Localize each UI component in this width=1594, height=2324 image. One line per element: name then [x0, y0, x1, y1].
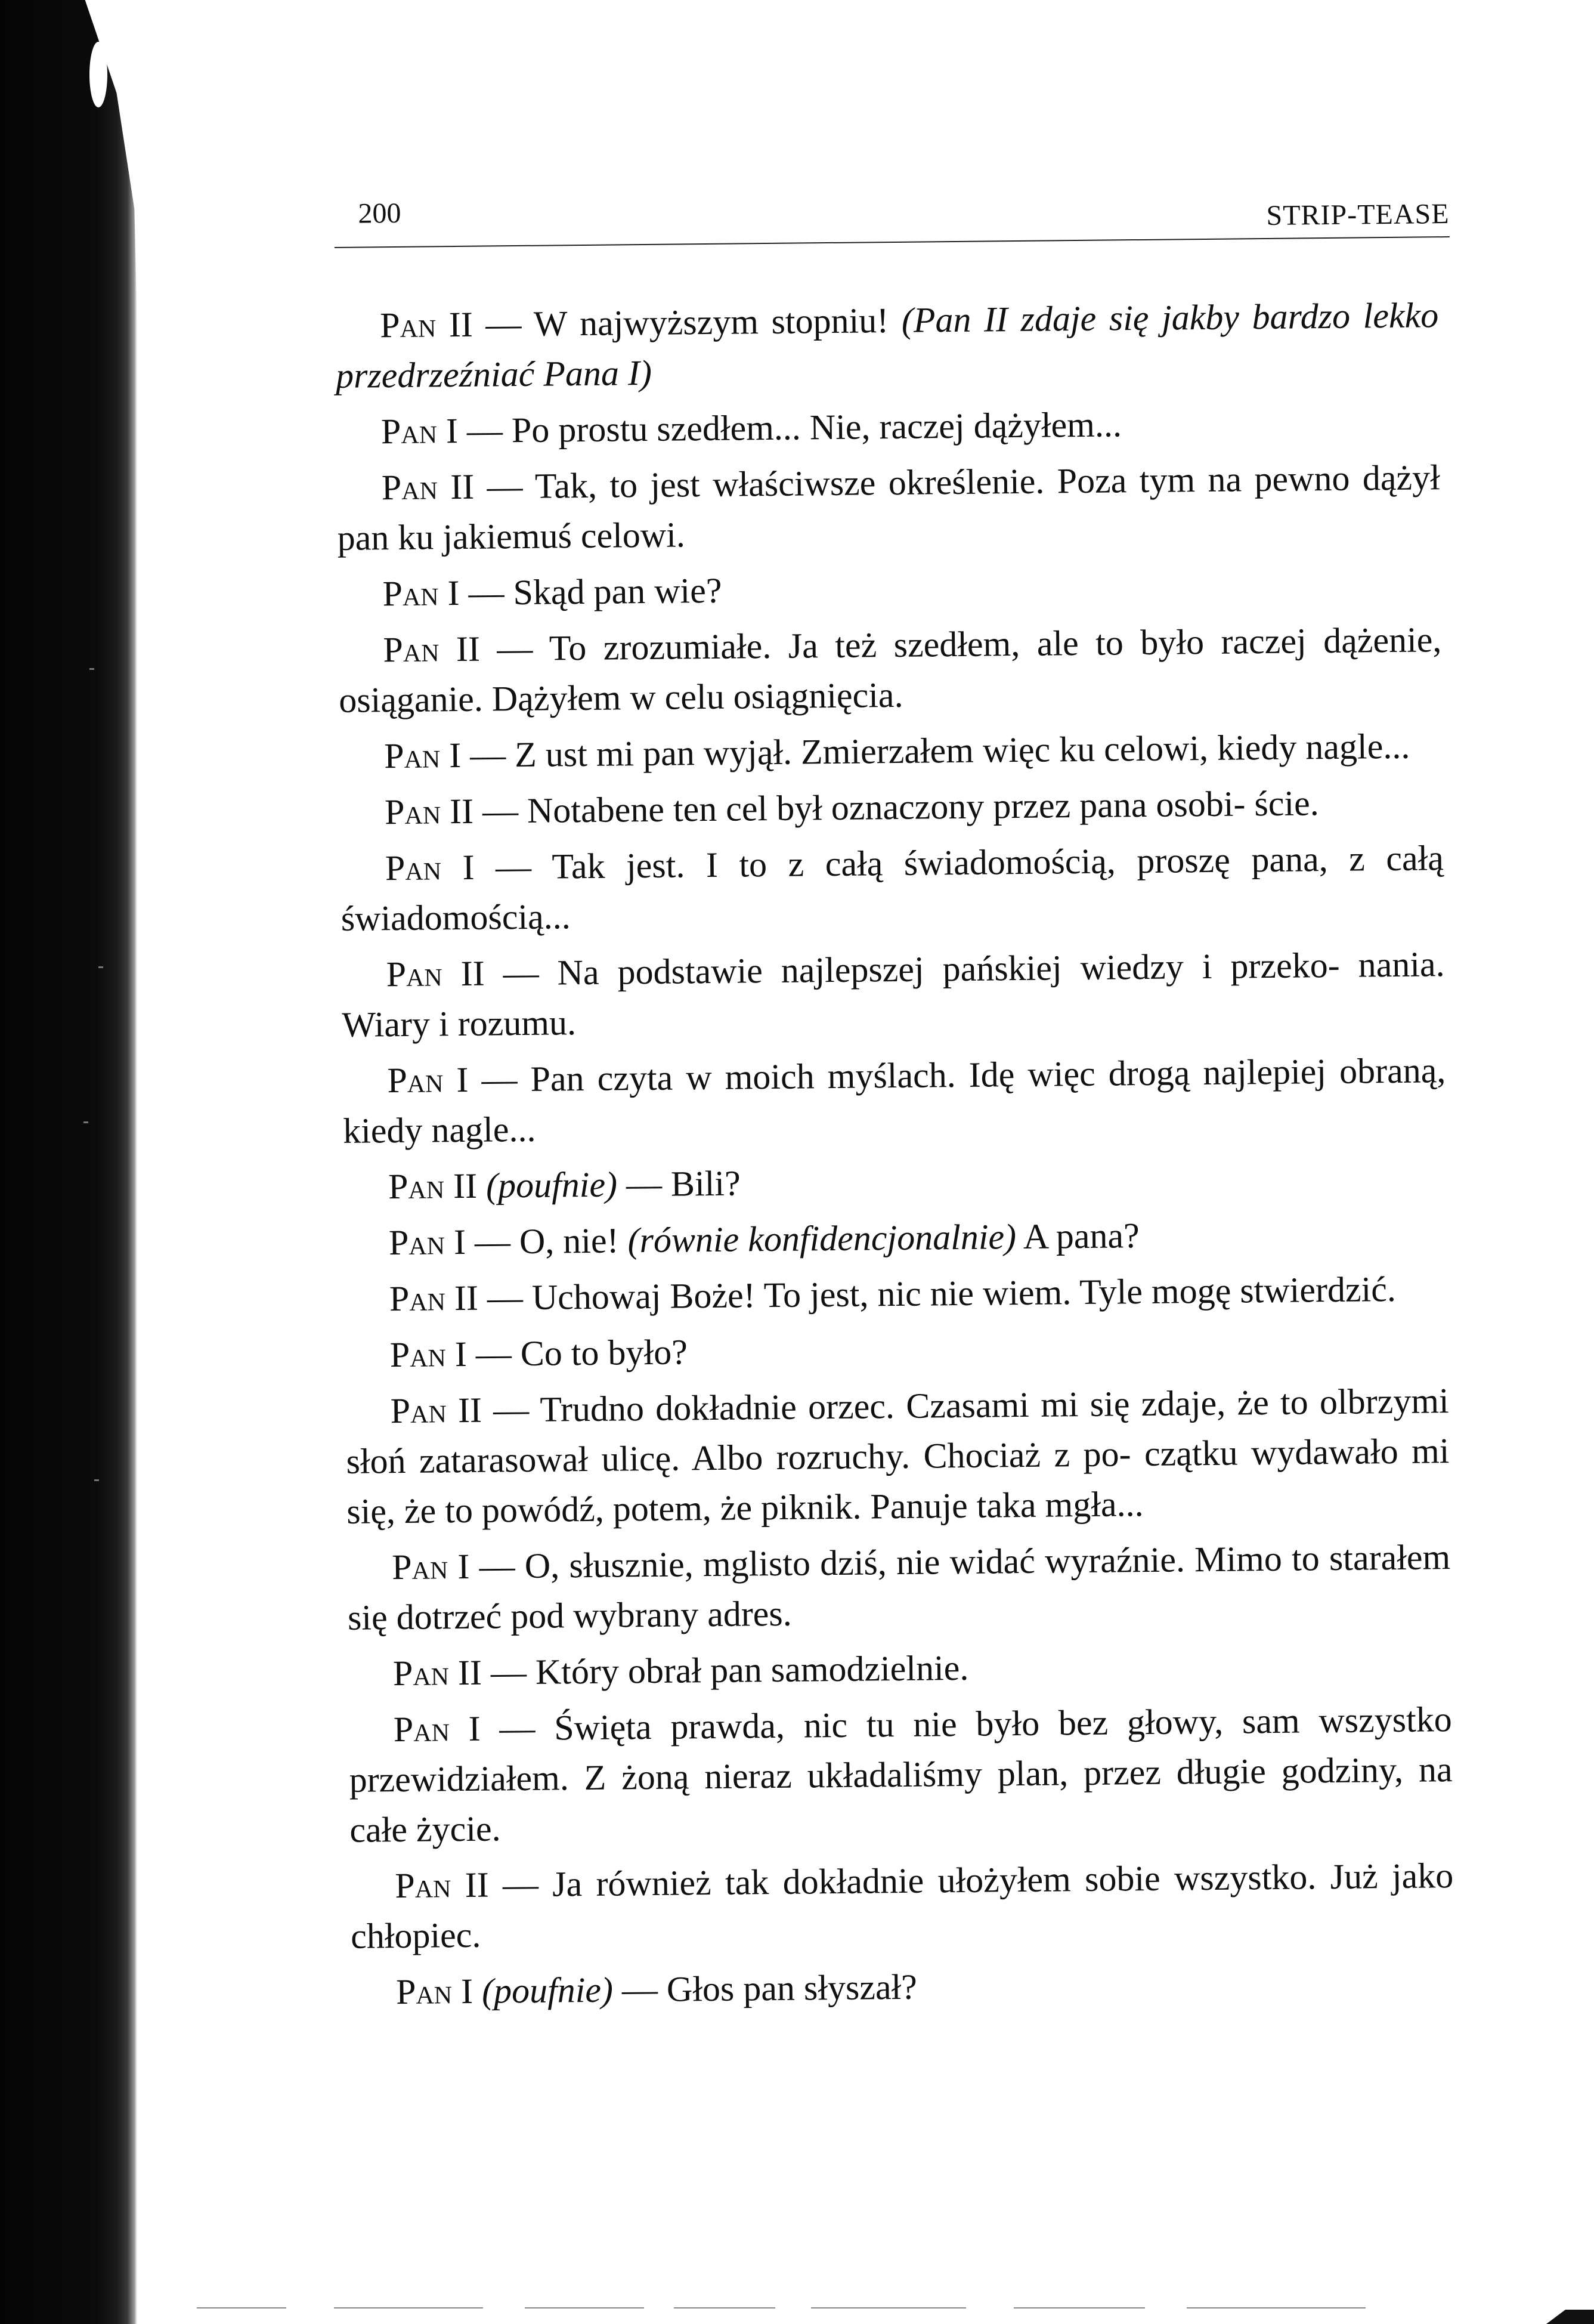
stage-direction: (poufnie) — [481, 1970, 614, 2011]
scan-speck — [89, 668, 94, 670]
speech-text: — Uchowaj Boże! To jest, nic nie wiem. Tyle mogę stwierdzić. — [478, 1269, 1397, 1318]
dialogue-body — [335, 290, 1455, 2017]
edge-rule — [525, 2307, 644, 2308]
speaker-name: Pan II — [381, 466, 475, 508]
scan-speck — [98, 966, 103, 968]
speech-text: — Bili? — [617, 1163, 741, 1204]
stage-direction: (równie konfidencjonalnie) — [627, 1217, 1017, 1260]
speaker-name: Pan I — [391, 1546, 470, 1587]
dialogue-line — [344, 1263, 1448, 1324]
edge-rule — [1014, 2307, 1145, 2308]
speech-text: — Głos pan słyszał? — [612, 1967, 918, 2010]
speech-text: — Święta prawda, nic tu nie było bez głowy, sam wszystko przewidziałem. Z żoną nieraz układaliśmy plan, przez długie godziny, na całe życie. — [349, 1699, 1453, 1850]
dialogue-line — [348, 1694, 1453, 1855]
edge-rule — [197, 2307, 286, 2308]
speaker-name: Pan II — [379, 304, 473, 345]
speaker-name: Pan I — [387, 1059, 469, 1101]
speech-text: — Z ust mi pan wyjął. Zmierzałem więc ku celowi, kiedy nagle... — [460, 726, 1410, 775]
dialogue-line — [341, 833, 1445, 944]
speech-text: — Po prostu szedłem... Nie, raczej dążyłem... — [457, 404, 1122, 450]
speaker-name: Pan II — [384, 791, 474, 832]
dialogue-line — [338, 614, 1443, 725]
speaker-name: Pan I — [395, 1971, 473, 2012]
dialogue-line — [343, 1151, 1447, 1212]
speaker-name: Pan I — [388, 1222, 466, 1263]
dialogue-line — [341, 939, 1446, 1050]
speaker-name: Pan II — [383, 629, 481, 670]
speaker-name: Pan II — [389, 1278, 479, 1319]
dialogue-line — [335, 290, 1440, 401]
stage-direction: (poufnie) — [485, 1164, 618, 1206]
edge-rule — [674, 2307, 775, 2308]
speech-text: — Pan czyta w moich myślach. Idę więc drogą najlepiej obraną, kiedy nagle... — [342, 1050, 1446, 1151]
speaker-name: Pan I — [385, 847, 475, 888]
dialogue-line — [336, 452, 1441, 563]
edge-rule — [334, 2307, 483, 2308]
speech-text: — Ja również tak dokładnie ułożyłem sobie wszystko. Już jako chłopiec. — [350, 1856, 1454, 1956]
speaker-name: Pan I — [393, 1708, 481, 1750]
dialogue-line — [350, 1850, 1454, 1961]
dialogue-line — [338, 558, 1441, 619]
speaker-name: Pan II — [390, 1390, 482, 1431]
speech-text: — W najwyższym stopniu! — [472, 300, 902, 344]
speech-text: — Tak jest. I to z całą świadomością, proszę pana, z całą świadomością... — [341, 838, 1444, 938]
dialogue-line — [342, 1045, 1447, 1156]
stage-direction: (Pan II zdaje się jakby bardzo lekko przedrzeźniać Pana I) — [335, 295, 1439, 395]
speech-text: — Trudno dokładnie orzec. Czasami mi się zdaje, że to olbrzymi słoń zatarasował ulicę. Albo rozruchy. Chociaż z po- czątku wydawało mi się, że to powódź, potem, że piknik. Panuje taka mgła... — [346, 1381, 1450, 1531]
speech-text: A pana? — [1016, 1216, 1140, 1257]
binding-notch — [89, 42, 107, 107]
dialogue-line — [339, 721, 1443, 781]
speaker-name: Pan II — [386, 953, 485, 994]
bottom-edge-rules — [0, 2307, 1594, 2310]
speaker-name: Pan II — [392, 1652, 482, 1693]
page-number: 200 — [358, 197, 401, 230]
dialogue-line — [345, 1319, 1448, 1380]
page-header — [334, 180, 1450, 248]
book-spine-shadow — [0, 0, 137, 2324]
dialogue-line — [347, 1532, 1451, 1643]
scan-speck — [94, 1479, 99, 1481]
dialogue-line — [340, 777, 1444, 837]
speech-text: — To zrozumiałe. Ja też szedłem, ale to było raczej dążenie, osiąganie. Dążyłem w celu osiągnięcia. — [338, 620, 1442, 720]
running-head: STRIP-TEASE — [1266, 198, 1450, 231]
speech-text: — Na podstawie najlepszej pańskiej wiedzy i przeko- nania. Wiary i rozumu. — [342, 944, 1445, 1044]
speech-text: — Co to było? — [466, 1332, 688, 1374]
scan-speck — [83, 1121, 88, 1123]
dialogue-line — [336, 396, 1440, 457]
dialogue-line — [344, 1207, 1448, 1268]
speaker-name: Pan I — [380, 410, 459, 452]
dialogue-line — [348, 1638, 1452, 1699]
speech-text — [477, 1166, 487, 1206]
edge-rule — [1187, 2307, 1366, 2308]
edge-rule — [811, 2307, 966, 2308]
book-page — [334, 180, 1469, 2290]
speech-text: — Skąd pan wie? — [459, 570, 722, 613]
speaker-name: Pan I — [383, 735, 462, 776]
speaker-name: Pan II — [388, 1166, 478, 1207]
speech-text: — O, nie! — [465, 1220, 628, 1262]
speech-text: — O, słusznie, mglisto dziś, nie widać wyraźnie. Mimo to starałem się dotrzeć pod wybrany adres. — [347, 1537, 1451, 1637]
page-corner-mark — [1546, 2310, 1594, 2324]
speech-text: — Notabene ten cel był oznaczony przez pana osobi- ście. — [473, 783, 1320, 831]
speaker-name: Pan II — [395, 1865, 489, 1906]
speaker-name: Pan I — [389, 1334, 468, 1375]
dialogue-line — [345, 1376, 1450, 1537]
speech-text: — Tak, to jest właściwsze określenie. Poza tym na pewno dążył pan ku jakiemuś celowi. — [337, 458, 1441, 558]
speech-text — [473, 1971, 482, 2011]
dialogue-line — [351, 1957, 1455, 2017]
speech-text: — Który obrał pan samodzielnie. — [481, 1648, 969, 1692]
speaker-name: Pan I — [382, 573, 460, 614]
